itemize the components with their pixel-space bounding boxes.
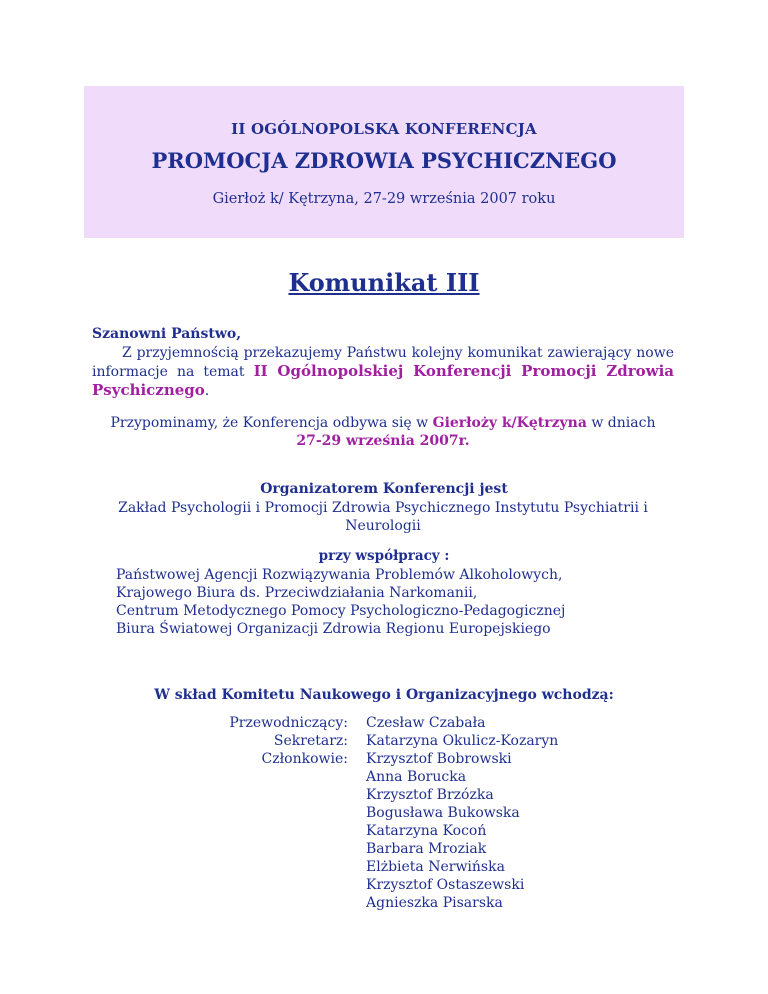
intro-text: Z przyjemnością przekazujemy Państwu kolejny komunikat zawierający nowe informacje na temat — [92, 345, 674, 380]
committee-member: Krzysztof Ostaszewski — [366, 877, 525, 893]
committee-member: Krzysztof Bobrowski — [366, 751, 512, 767]
committee-member: Elżbieta Nerwińska — [366, 859, 505, 875]
committee-roles — [180, 714, 348, 768]
cooperation-heading: przy współpracy : — [318, 548, 450, 564]
reminder-place: Gierłoży k/Kętrzyna — [432, 415, 587, 431]
banner-conference-name: PROMOCJA ZDROWIA PSYCHICZNEGO — [151, 148, 617, 173]
cooperation-item: Centrum Metodycznego Pomocy Psychologiczno-Pedagogicznej — [116, 603, 566, 619]
role-chair: Przewodniczący: — [229, 715, 348, 731]
greeting: Szanowni Państwo, — [92, 326, 242, 342]
reminder-paragraph — [92, 414, 674, 450]
cooperation-item: Krajowego Biura ds. Przeciwdziałania Narkomanii, — [116, 585, 478, 601]
committee-member: Anna Borucka — [366, 769, 467, 785]
reminder-dates: 27-29 września 2007r. — [296, 433, 470, 449]
committee-member: Katarzyna Kocoń — [366, 823, 487, 839]
cooperation-list — [116, 566, 565, 638]
reminder-text-1: Przypominamy, że Konferencja odbywa się w — [110, 415, 433, 431]
intro-end: . — [204, 383, 210, 399]
role-secretary: Sekretarz: — [273, 733, 348, 749]
intro-paragraph — [92, 344, 674, 400]
committee-member: Krzysztof Brzózka — [366, 787, 494, 803]
conference-banner — [84, 86, 684, 238]
committee-member: Katarzyna Okulicz-Kozaryn — [366, 733, 559, 749]
document-title: Komunikat III — [288, 268, 480, 297]
committee-member: Bogusława Bukowska — [366, 805, 520, 821]
intro-conference-name: II Ogólnopolskiej Konferencji Promocji Zdrowia Psychicznego — [92, 362, 675, 399]
committee-names — [366, 714, 558, 912]
banner-line-1: II OGÓLNOPOLSKA KONFERENCJA — [231, 120, 537, 138]
cooperation-item: Państwowej Agencji Rozwiązywania Problemów Alkoholowych, — [116, 567, 563, 583]
committee-heading: W skład Komitetu Naukowego i Organizacyjnego wchodzą: — [154, 687, 614, 703]
reminder-text-2: w dniach — [586, 415, 656, 431]
role-members: Członkowie: — [261, 751, 348, 767]
committee-member: Barbara Mroziak — [366, 841, 487, 857]
committee-member: Agnieszka Pisarska — [366, 895, 503, 911]
banner-place-date: Gierłoż k/ Kętrzyna, 27-29 września 2007 roku — [212, 191, 556, 207]
organizer-heading: Organizatorem Konferencji jest — [260, 481, 508, 497]
cooperation-item: Biura Światowej Organizacji Zdrowia Regionu Europejskiego — [116, 621, 551, 637]
organizer-body: Zakład Psychologii i Promocji Zdrowia Psychicznego Instytutu Psychiatrii i Neurologii — [118, 500, 648, 534]
committee-member: Czesław Czabała — [366, 715, 486, 731]
